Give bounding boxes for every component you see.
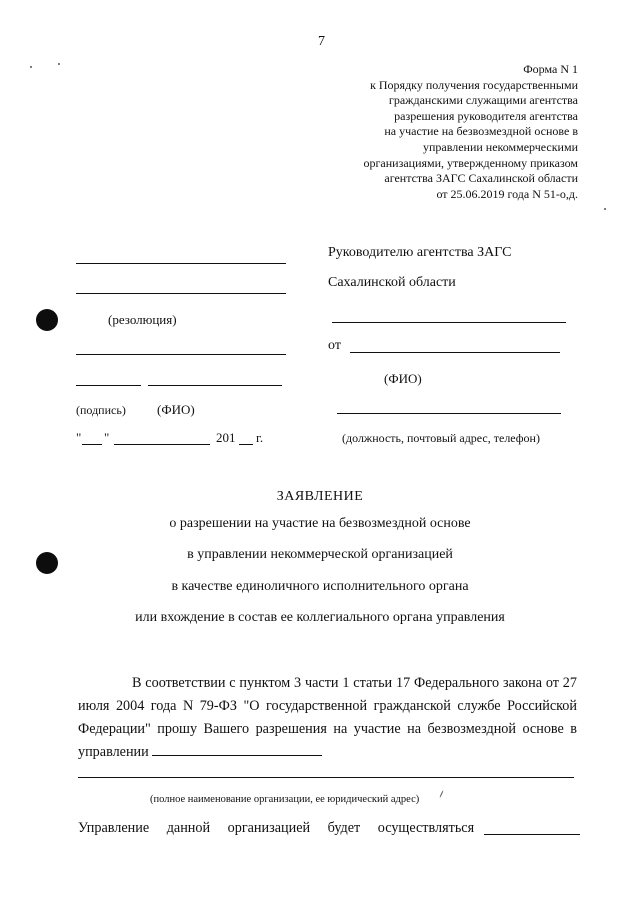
signature-caption: (подпись) <box>76 403 126 417</box>
form-header-line: управлении некоммерческими <box>422 139 578 154</box>
form-header-line: разрешения руководителя агентства <box>394 108 578 123</box>
form-header-line: агентства ЗАГС Сахалинской области <box>384 171 578 186</box>
date-year-line[interactable] <box>239 444 253 445</box>
date-quote-open: " <box>76 430 82 445</box>
body-paragraph-1 <box>78 672 577 764</box>
form-header-line: организациями, утвержденному приказом <box>363 155 578 170</box>
document-title: ЗАЯВЛЕНИЕ <box>276 489 364 504</box>
form-header-line: к Порядку получения государственными <box>370 77 578 92</box>
scan-speck <box>604 208 606 210</box>
from-fio-caption: (ФИО) <box>384 371 422 386</box>
body-paragraph-1-text: В соответствии с пунктом 3 части 1 статьи 17 Федерального закона от 27 июля 2004 года N 79-ФЗ "О государственной гражданской службе Российской Федерации" прошу Вашего разрешения на участие на безвозмездной основе в управлении <box>78 675 577 760</box>
form-header <box>308 62 578 202</box>
org-name-line[interactable] <box>152 754 322 756</box>
addressee-line-2: Сахалинской области <box>328 275 456 290</box>
subtitle-line: о разрешении на участие на безвозмездной основе <box>169 516 471 531</box>
form-header-line: гражданскими служащими агентства <box>388 93 578 108</box>
scan-speck <box>58 63 60 65</box>
date-quote-close: " <box>104 430 110 445</box>
date-month-line[interactable] <box>114 444 210 445</box>
from-position-line[interactable] <box>337 413 561 414</box>
management-line[interactable] <box>484 834 580 835</box>
signer-fio-caption: (ФИО) <box>157 402 195 417</box>
subtitle-line: в управлении некоммерческой организацией <box>187 547 453 562</box>
body-paragraph-2: Управление данной организацией будет осуществляться <box>78 820 475 836</box>
scan-speck <box>30 66 32 68</box>
addressee-blank-line[interactable] <box>332 322 566 323</box>
date-day-line[interactable] <box>82 444 102 445</box>
subtitle-line: в качестве единоличного исполнительного органа <box>171 579 469 594</box>
org-caption: (полное наименование организации, ее юридический адрес) <box>150 794 420 805</box>
position-caption: (должность, почтовый адрес, телефон) <box>342 431 540 445</box>
resolution-caption: (резолюция) <box>108 312 177 327</box>
date-year-suffix: г. <box>256 430 264 445</box>
scan-speck <box>439 790 443 798</box>
org-name-line-2[interactable] <box>78 777 574 778</box>
signer-fio-line[interactable] <box>148 385 282 386</box>
addressee-line-1: Руководителю агентства ЗАГС <box>328 245 512 260</box>
subtitle-line: или вхождение в состав ее коллегиального органа управления <box>135 610 505 625</box>
form-header-line: на участие на безвозмездной основе в <box>384 124 578 139</box>
resolution-line-1[interactable] <box>76 263 286 264</box>
form-header-line: от 25.06.2019 года N 51-о,д. <box>436 186 578 201</box>
resolution-line-3[interactable] <box>76 354 286 355</box>
from-label: от <box>328 338 341 353</box>
date-year-text: 201 <box>216 430 236 445</box>
form-header-line: Форма N 1 <box>523 62 578 76</box>
page-number: 7 <box>318 34 325 49</box>
from-fio-line[interactable] <box>350 352 560 353</box>
resolution-line-2[interactable] <box>76 293 286 294</box>
signature-line[interactable] <box>76 385 141 386</box>
binder-hole-top <box>36 309 58 331</box>
